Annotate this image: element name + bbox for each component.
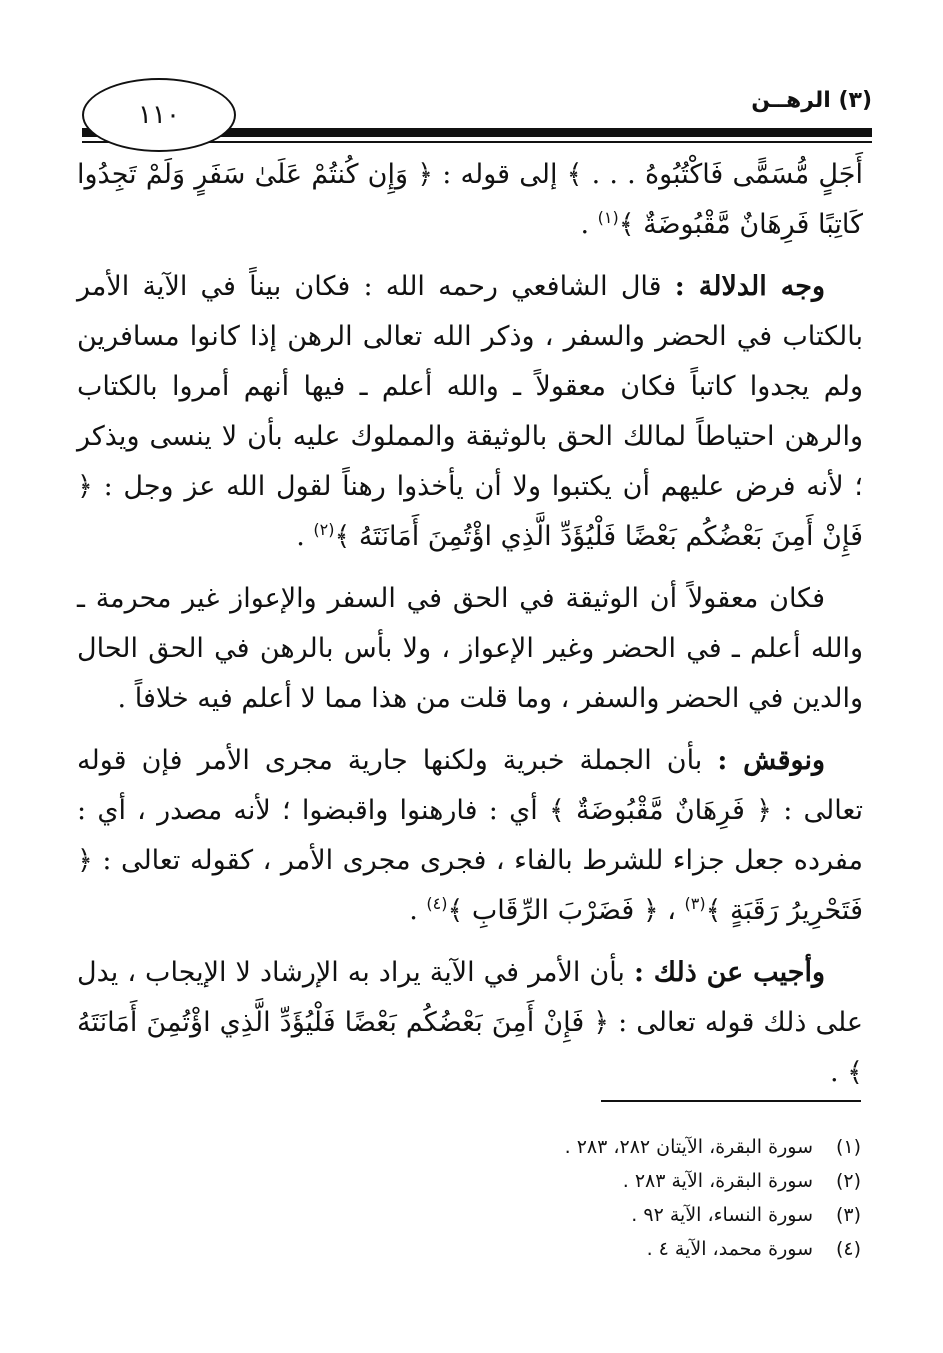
- paragraph-text: ،: [658, 895, 685, 926]
- paragraph-text: أي : فارهنوا واقبضوا ؛ لأنه مصدر ، أي : مفرده جعل جزاء للشرط بالفاء ، فجرى مجرى الأمر ، كقوله تعالى :: [77, 795, 863, 876]
- paragraph-text: بأن الجملة خبرية ولكنها جارية مجرى الأمر فإن قوله تعالى :: [77, 745, 864, 826]
- quran-verse: ﴿ فَضَرْبَ الرِّقَابِ ﴾: [447, 895, 659, 926]
- section-label: وجه الدلالة :: [674, 271, 825, 302]
- paragraph: [77, 736, 863, 936]
- paragraph-text: .: [830, 1057, 848, 1088]
- footnote-item: [81, 1232, 861, 1266]
- quran-verse: ﴿ فَتَحْرِيرُ رَقَبَةٍ ﴾: [77, 845, 863, 926]
- footnote-text: سورة محمد، الآية ٤ .: [646, 1238, 813, 1260]
- quran-verse: ﴿ فَرِهَانٌ مَّقْبُوضَةٌ ﴾: [548, 795, 772, 826]
- footnote-ref[interactable]: (٤): [426, 894, 448, 913]
- footnote-item: [81, 1130, 861, 1164]
- paragraph-text: .: [580, 209, 598, 240]
- footnote-text: سورة النساء، الآية ٩٢ .: [631, 1204, 813, 1226]
- paragraph: [77, 948, 863, 1098]
- paragraph-text: بأن الأمر في الآية يراد به الإرشاد لا الإيجاب ، يدل على ذلك قوله تعالى :: [77, 957, 863, 1038]
- footnote-number: (٣): [835, 1204, 861, 1226]
- main-text: [77, 150, 863, 1110]
- chapter-title: (٣) الرهــن: [751, 88, 872, 113]
- paragraph: [77, 574, 863, 724]
- quran-verse: ﴿ فَإِنْ أَمِنَ بَعْضُكُم بَعْضًا فَلْيُؤَدِّ الَّذِي اؤْتُمِنَ أَمَانَتَهُ ﴾: [77, 471, 863, 552]
- paragraph-text: .: [409, 895, 427, 926]
- footnote-number: (٢): [835, 1170, 861, 1192]
- footnote-text: سورة البقرة، الآية ٢٨٣ .: [622, 1170, 813, 1192]
- page-number: ١١٠: [82, 78, 236, 152]
- paragraph: [77, 262, 863, 562]
- footnote-text: سورة البقرة، الآيتان ٢٨٢، ٢٨٣ .: [564, 1136, 813, 1158]
- footnote-number: (١): [835, 1136, 861, 1158]
- quran-verse: أَجَلٍ مُّسَمًّى فَاكْتُبُوهُ . . . ﴾ إلى قوله : ﴿ وَإِن كُنتُمْ عَلَىٰ سَفَرٍ وَلَمْ تَجِدُوا كَاتِبًا فَرِهَانٌ مَّقْبُوضَةٌ ﴾: [77, 159, 863, 240]
- quran-verse: ﴿ فَإِنْ أَمِنَ بَعْضُكُم بَعْضًا فَلْيُؤَدِّ الَّذِي اؤْتُمِنَ أَمَانَتَهُ ﴾: [77, 1007, 863, 1088]
- paragraph-text: قال الشافعي رحمه الله : فكان بيناً في الآية الأمر بالكتاب في الحضر والسفر ، وذكر الله تعالى الرهن إذا كانوا مسافرين ولم يجدوا كاتباً فكان معقولاً ـ والله أعلم ـ فيها أنهم أمروا بالكتاب والرهن احتياطاً لمالك الحق بالوثيقة والمملوك عليه بأن لا ينسى ويذكر ؛ لأنه فرض عليهم أن يكتبوا ولا أن يأخذوا رهناً لقول الله عز وجل :: [77, 271, 863, 502]
- footnotes: [81, 1130, 861, 1266]
- footnote-ref[interactable]: (٢): [313, 520, 335, 539]
- paragraph: [77, 150, 863, 250]
- paragraph-text: فكان معقولاً أن الوثيقة في الحق في السفر والإعواز غير محرمة ـ والله أعلم ـ في الحضر وغير الإعواز ، ولا بأس بالرهن في الحق الحال والدين في الحضر والسفر ، وما قلت من هذا مما لا أعلم فيه خلافاً .: [77, 583, 863, 714]
- section-label: ونوقش :: [717, 745, 826, 776]
- page-header: [82, 78, 872, 130]
- footnote-ref[interactable]: (٣): [684, 894, 706, 913]
- footnote-number: (٤): [835, 1238, 861, 1260]
- section-label: وأجيب عن ذلك :: [633, 957, 825, 988]
- footnote-item: [81, 1164, 861, 1198]
- footnote-ref[interactable]: (١): [597, 208, 619, 227]
- footnote-separator: [601, 1100, 861, 1102]
- footnote-item: [81, 1198, 861, 1232]
- paragraph-text: .: [296, 521, 314, 552]
